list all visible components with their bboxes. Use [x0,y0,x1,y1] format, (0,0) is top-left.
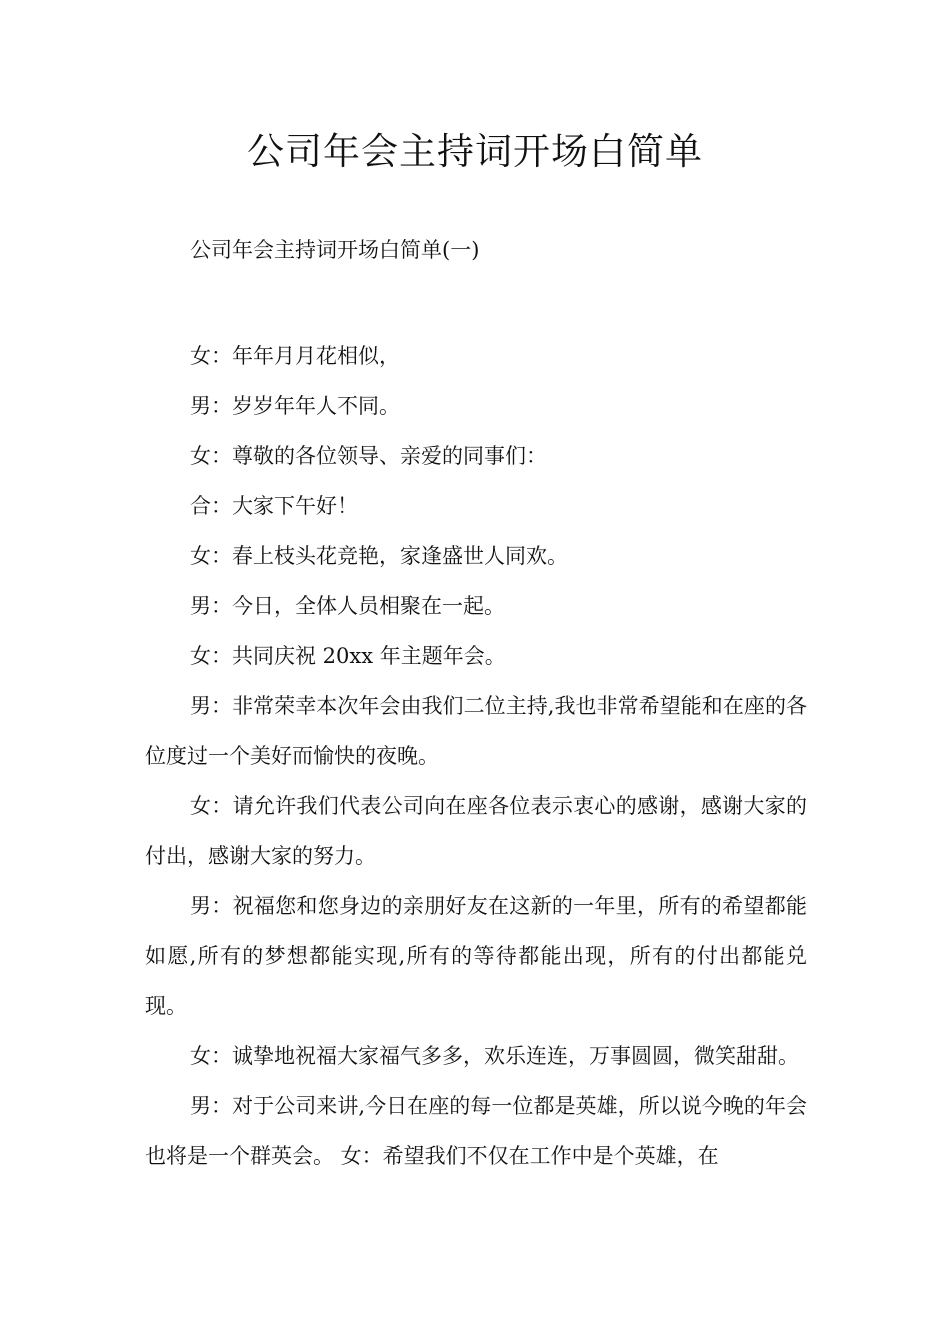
paragraph: 女：请允许我们代表公司向在座各位表示衷心的感谢，感谢大家的付出，感谢大家的努力。 [145,794,807,868]
document-title: 公司年会主持词开场白简单 [247,130,703,173]
paragraph: 女：春上枝头花竞艳，家逢盛世人同欢。 [190,544,568,568]
paragraph: 女：诚挚地祝福大家福气多多，欢乐连连，万事圆圆，微笑甜甜。 [190,1044,799,1068]
paragraph: 男：非常荣幸本次年会由我们二位主持,我也非常希望能和在座的各位度过一个美好而愉快的夜晚。 [145,694,807,768]
paragraph: 男：对于公司来讲,今日在座的每一位都是英雄，所以说今晚的年会也将是一个群英会。 女：希望我们不仅在工作中是个英雄，在 [145,1094,807,1168]
document-subtitle: 公司年会主持词开场白简单(一) [190,238,480,262]
paragraph: 男：今日，全体人员相聚在一起。 [190,594,505,618]
paragraph: 合：大家下午好！ [190,494,358,518]
paragraph: 女：尊敬的各位领导、亲爱的同事们： [190,444,547,468]
paragraph: 男：祝福您和您身边的亲朋好友在这新的一年里，所有的希望都能如愿,所有的梦想都能实现,所有的等待都能出现，所有的付出都能兑现。 [145,894,807,1018]
paragraph: 女：年年月月花相似， [190,344,400,368]
paragraph: 男：岁岁年年人不同。 [190,394,400,418]
paragraph: 女：共同庆祝 20xx 年主题年会。 [190,644,506,668]
document-body [145,331,807,1181]
